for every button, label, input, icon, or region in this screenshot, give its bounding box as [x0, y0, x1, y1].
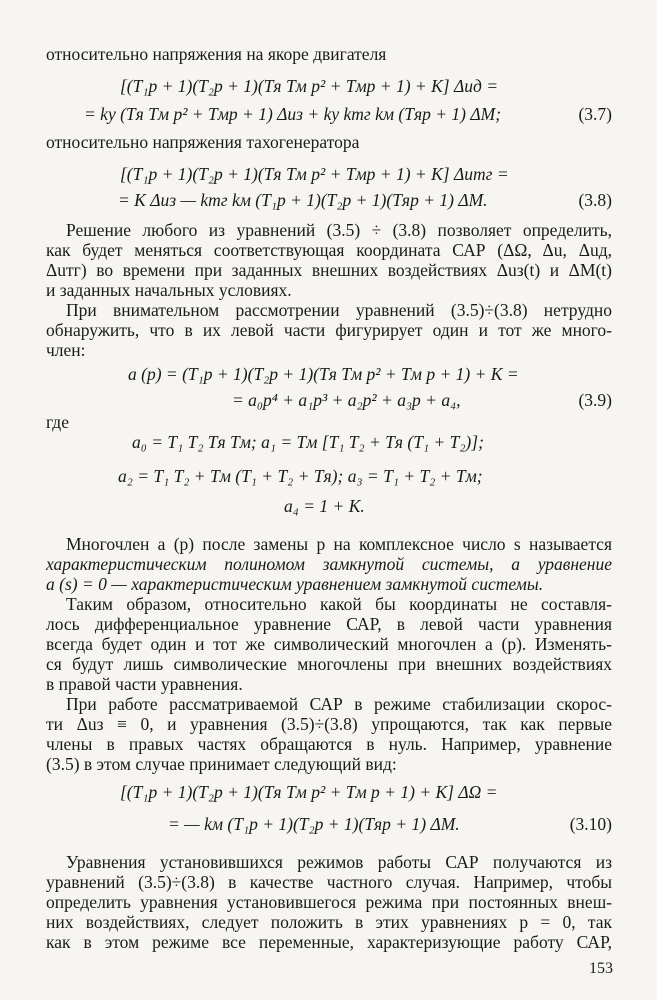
paragraph-line: член: — [46, 340, 86, 360]
paragraph-line: Δuтг) во времени при заданных внешних воздействиях Δuз(t) и ΔM(t) — [46, 260, 612, 280]
equation-3-7-line-2: = kу (Tя Tм p² + Tмp + 1) Δuз + kу kтг kм (Tяp + 1) ΔM; — [84, 104, 502, 124]
coefficients-line-3: a₄ = 1 + K. — [284, 496, 365, 516]
text-line: относительно напряжения тахогенератора — [46, 132, 360, 152]
equation-3-10-line-1: [(T₁p + 1)(T₂p + 1)(Tя Tм p² + Tм p + 1) + K] ΔΩ = — [120, 782, 498, 802]
paragraph-line: Уравнения установившихся режимов работы САР получаются из — [66, 852, 612, 872]
paragraph-line: (3.5) в этом случае принимает следующий вид: — [46, 754, 397, 774]
equation-3-8-line-1: [(T₁p + 1)(T₂p + 1)(Tя Tм p² + Tмp + 1) + K] Δuтг = — [120, 164, 509, 184]
paragraph-line: определить уравнения установившегося режима при постоянных внеш- — [46, 892, 612, 912]
paragraph-line: обнаружить, что в их левой части фигурирует один и тот же много- — [46, 320, 612, 340]
paragraph-line: всегда будет один и тот же символический многочлен a (p). Изменять- — [46, 634, 612, 654]
equation-3-8-line-2: = K Δuз — kтг kм (T₁p + 1)(T₂p + 1)(Tяp + 1) ΔM. — [118, 190, 488, 210]
equation-number-3-8: (3.8) — [578, 190, 612, 210]
paragraph-line: ти Δuз ≡ 0, и уравнения (3.5)÷(3.8) упрощаются, так как первые — [46, 714, 612, 734]
paragraph-line: Многочлен a (p) после замены p на комплексное число s называется — [66, 534, 612, 554]
text-line: относительно напряжения на якоре двигателя — [46, 44, 387, 64]
paragraph-line: как в этом режиме все переменные, характеризующие работу САР, — [46, 932, 612, 952]
paragraph-line: характеристическим полиномом замкнутой системы, а уравнение — [46, 554, 612, 574]
page-number: 153 — [589, 960, 613, 977]
paragraph-line: уравнений (3.5)÷(3.8) в качестве частного случая. Например, чтобы — [46, 872, 612, 892]
paragraph-line: При работе рассматриваемой САР в режиме стабилизации скорос- — [66, 694, 612, 714]
coefficients-line-1: a₀ = T₁ T₂ Tя Tм; a₁ = Tм [T₁ T₂ + Tя (T₁ + T₂)]; — [132, 432, 484, 452]
paragraph-line: a (s) = 0 — характеристическим уравнением замкнутой системы. — [46, 574, 544, 594]
equation-3-7-line-1: [(T₁p + 1)(T₂p + 1)(Tя Tм p² + Tмp + 1) + K] Δuд = — [120, 76, 499, 96]
equation-3-9-line-2: = a₀p⁴ + a₁p³ + a₂p² + a₃p + a₄, — [232, 390, 461, 410]
paragraph-line: Таким образом, относительно какой бы координаты не составля- — [66, 594, 612, 614]
paragraph-line: лось дифференциальное уравнение САР, в левой части уравнения — [46, 614, 612, 634]
paragraph-line: в правой части уравнения. — [46, 674, 243, 694]
paragraph-line: ся будут лишь символические многочлены при внешних воздействиях — [46, 654, 612, 674]
paragraph-line: члены в правых частях обращаются в нуль. Например, уравнение — [46, 734, 612, 754]
paragraph-line: и заданных начальных условиях. — [46, 280, 292, 300]
paragraph-line: Решение любого из уравнений (3.5) ÷ (3.8) позволяет определить, — [66, 220, 612, 240]
coefficients-line-2: a₂ = T₁ T₂ + Tм (T₁ + T₂ + Tя); a₃ = T₁ + T₂ + Tм; — [118, 466, 483, 486]
equation-number-3-9: (3.9) — [578, 390, 612, 410]
paragraph-line: как будет меняться соответствующая координата САР (ΔΩ, Δu, Δuд, — [46, 240, 612, 260]
paragraph-line: При внимательном рассмотрении уравнений (3.5)÷(3.8) нетрудно — [66, 300, 612, 320]
equation-3-10-line-2: = — kм (T₁p + 1)(T₂p + 1)(Tяp + 1) ΔM. — [168, 814, 460, 834]
equation-number-3-10: (3.10) — [569, 814, 612, 834]
text-line: где — [46, 412, 69, 432]
paragraph-line: них воздействиях, следует положить в этих уравнениях p = 0, так — [46, 912, 612, 932]
equation-3-9-line-1: a (p) = (T₁p + 1)(T₂p + 1)(Tя Tм p² + Tм p + 1) + K = — [128, 364, 519, 384]
equation-number-3-7: (3.7) — [578, 104, 612, 124]
